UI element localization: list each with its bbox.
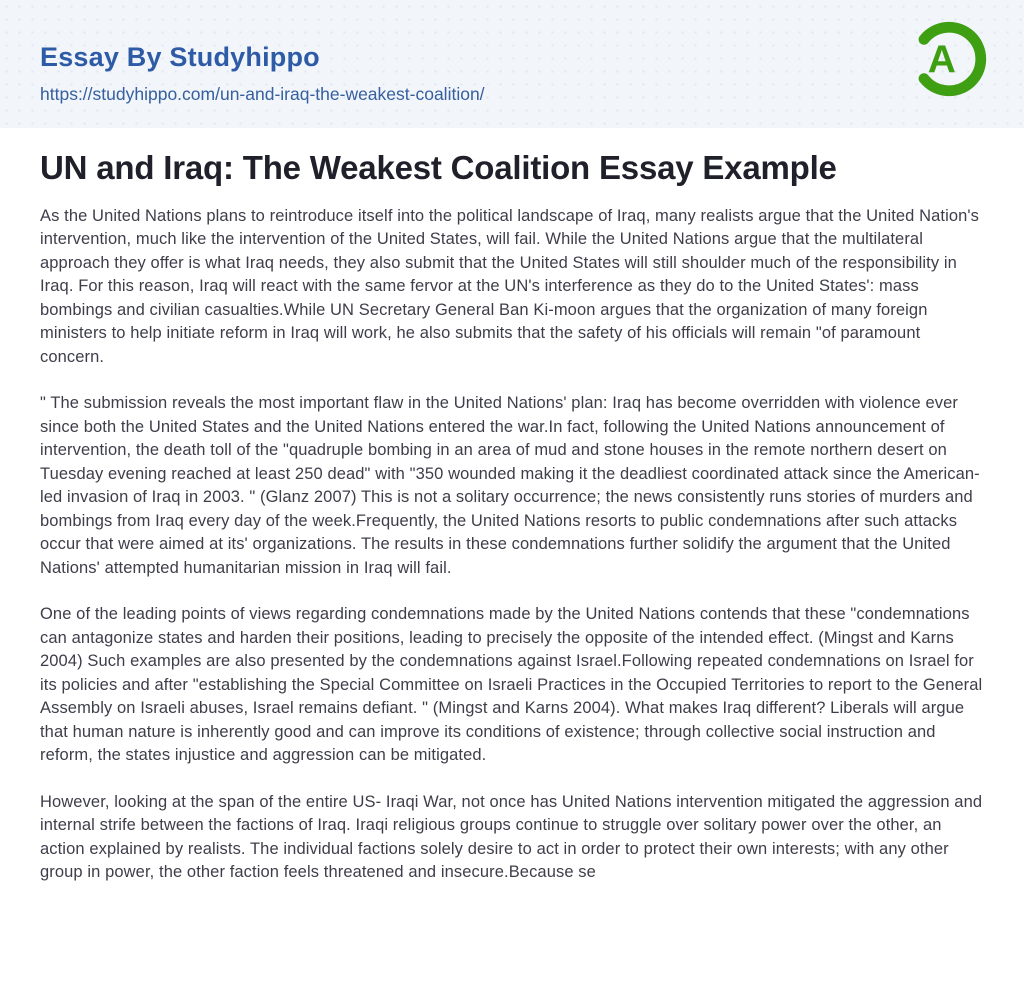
essay-content: [0, 128, 1024, 885]
site-byline: Essay By Studyhippo: [40, 42, 320, 72]
studyhippo-logo: [908, 18, 990, 100]
essay-paragraph: " The submission reveals the most important flaw in the United Nations' plan: Iraq has become overridden with violence ever since both the United States and the United Nations entered the war.In fact, following the United Nations announcement of intervention, the death toll of the "quadruple bombing in an area of mud and stone houses in the remote northern desert on Tuesday evening reached at least 250 dead" with "350 wounded making it the deadliest coordinated attack since the American-led invasion of Iraq in 2003. " (Glanz 2007) This is not a solitary occurrence; the news consistently runs stories of murders and bombings from Iraq every day of the week.Frequently, the United Nations resorts to public condemnations after such attacks occur that were aimed at its' organizations. The results in these condemnations further solidify the argument that the United Nations' attempted humanitarian mission in Iraq will fail.: [40, 394, 980, 577]
essay-title: UN and Iraq: The Weakest Coalition Essay Example: [40, 149, 837, 186]
essay-paragraph: However, looking at the span of the entire US- Iraqi War, not once has United Nations intervention mitigated the aggression and internal strife between the factions of Iraq. Iraqi religious groups continue to struggle over solitary power over the other, an action explained by realists. The individual factions solely desire to act in order to protect their own interests; with any other group in power, the other faction feels threatened and insecure.Because se: [40, 792, 983, 882]
essay-paragraph: One of the leading points of views regarding condemnations made by the United Nations contends that these "condemnations can antagonize states and harden their positions, leading to precisely the opposite of the intended effect. (Mingst and Karns 2004) Such examples are also presented by the condemnations against Israel.Following repeated condemnations on Israel for its policies and after "establishing the Special Committee on Israeli Practices in the Occupied Territories to report to the General Assembly on Israeli abuses, Israel remains defiant. " (Mingst and Karns 2004). What makes Iraq different? Liberals will argue that human nature is inherently good and can improve its conditions of existence; through collective social instruction and reform, the states injustice and aggression can be mitigated.: [40, 605, 983, 765]
source-url-link[interactable]: https://studyhippo.com/un-and-iraq-the-weakest-coalition/: [40, 84, 485, 104]
logo-arc-icon: [908, 18, 990, 100]
essay-paragraph: As the United Nations plans to reintroduce itself into the political landscape of Iraq, many realists argue that the United Nation's intervention, much like the intervention of the United States, will fail. While the United Nations argue that the multilateral approach they offer is what Iraq needs, they also submit that the United States will still shoulder much of the responsibility in Iraq. For this reason, Iraq will react with the same fervor at the UN's interference as they do to the United States': mass bombings and civilian casualties.While UN Secretary General Ban Ki-moon argues that the organization of many foreign ministers to help initiate reform in Iraq will work, he also submits that the safety of his officials will remain "of paramount concern.: [40, 206, 980, 366]
logo-letter: A: [927, 38, 956, 82]
page-header: [0, 0, 1024, 128]
